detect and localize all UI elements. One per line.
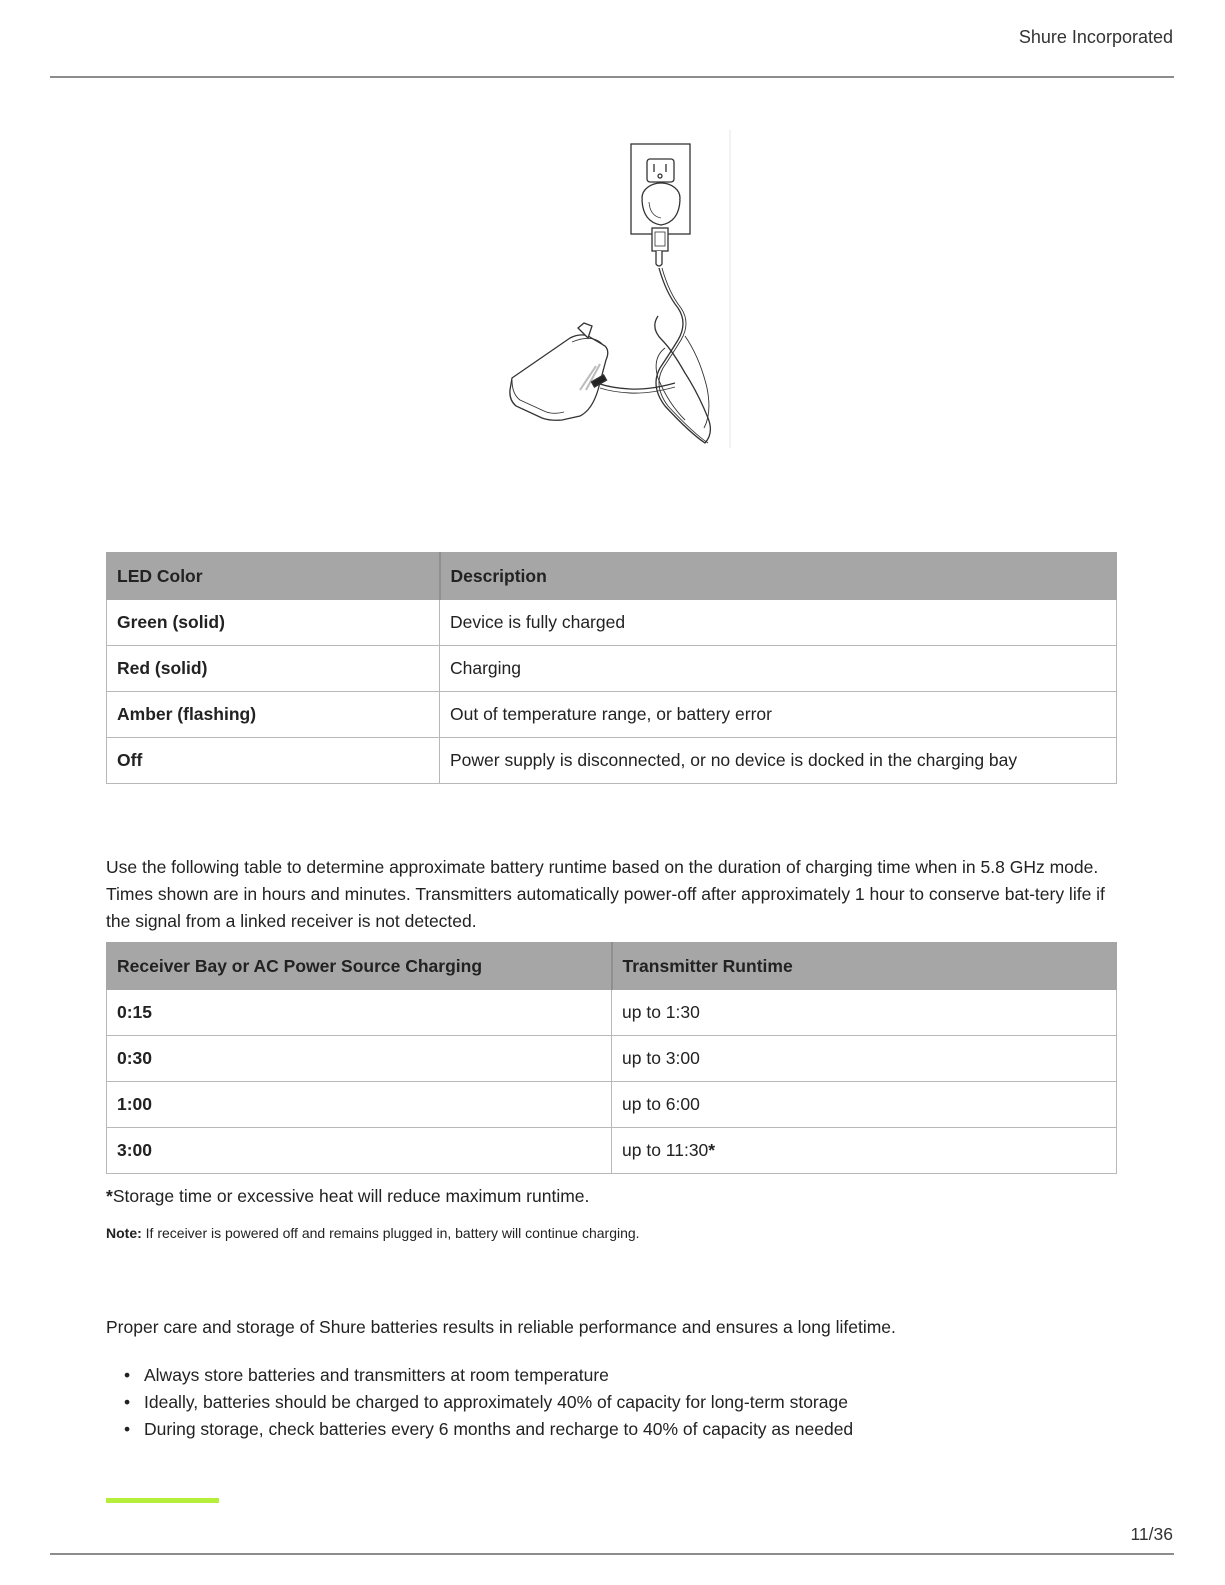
led-description-cell: Device is fully charged — [440, 600, 1117, 646]
led-status-table — [106, 552, 1117, 784]
runtime-value: up to 11:30 — [622, 1140, 709, 1160]
note-label: Note: — [106, 1225, 142, 1241]
charging-time-cell: 0:30 — [107, 1036, 612, 1082]
header-company-name: Shure Incorporated — [1018, 27, 1173, 47]
battery-care-intro: Proper care and storage of Shure batteries results in reliable performance and ensures a long lifetime. — [106, 1317, 896, 1337]
led-color-cell: Green (solid) — [107, 600, 440, 646]
runtime-value: up to 6:00 — [622, 1094, 700, 1114]
list-item — [106, 1389, 853, 1416]
bullet-icon: • — [124, 1419, 131, 1439]
led-color-cell: Red (solid) — [107, 646, 440, 692]
led-color-cell: Amber (flashing) — [107, 692, 440, 738]
footnote-text: Storage time or excessive heat will reduce maximum runtime. — [112, 1186, 590, 1206]
page-number: 11/36 — [1130, 1524, 1173, 1544]
runtime-intro-paragraph: Use the following table to determine approximate battery runtime based on the duration of charging time when in 5.8 GHz mode. Times shown are in hours and minutes. Transmitters automatically power-off after approximately 1 hour to conserve bat-tery life if the signal from a linked receiver is not detected. — [106, 857, 1105, 931]
column-header-transmitter-runtime: Transmitter Runtime — [612, 943, 1117, 990]
led-description-cell: Charging — [440, 646, 1117, 692]
note-text: If receiver is powered off and remains plugged in, battery will continue charging. — [141, 1225, 640, 1241]
table-row — [107, 1128, 1117, 1174]
footnote-marker: * — [708, 1140, 716, 1160]
led-description-cell: Power supply is disconnected, or no device is docked in the charging bay — [440, 738, 1117, 784]
runtime-value: up to 1:30 — [622, 1002, 700, 1022]
charging-time-cell: 3:00 — [107, 1128, 612, 1174]
runtime-cell — [612, 990, 1117, 1036]
bullet-icon: • — [124, 1365, 131, 1385]
charging-note — [106, 1224, 1118, 1242]
table-header-row — [107, 943, 1117, 990]
table-row — [107, 990, 1117, 1036]
table-row — [107, 600, 1117, 646]
list-item-text: Always store batteries and transmitters at room temperature — [144, 1365, 609, 1385]
runtime-value: up to 3:00 — [622, 1048, 700, 1068]
list-item — [106, 1416, 853, 1443]
table-row — [107, 738, 1117, 784]
charging-time-cell: 1:00 — [107, 1082, 612, 1128]
charger-plugged-into-wall-outlet-illustration — [500, 128, 745, 453]
charging-time-cell: 0:15 — [107, 990, 612, 1036]
runtime-cell — [612, 1082, 1117, 1128]
column-header-description: Description — [440, 553, 1117, 600]
table-row — [107, 646, 1117, 692]
runtime-cell — [612, 1036, 1117, 1082]
led-color-cell: Off — [107, 738, 440, 784]
table-header-row — [107, 553, 1117, 600]
runtime-footnote — [106, 1183, 1118, 1210]
battery-care-list — [106, 1362, 853, 1443]
list-item-text: During storage, check batteries every 6 months and recharge to 40% of capacity as needed — [144, 1419, 854, 1439]
list-item-text: Ideally, batteries should be charged to approximately 40% of capacity for long-term storage — [144, 1392, 848, 1412]
battery-runtime-table — [106, 942, 1117, 1174]
column-header-charging-time: Receiver Bay or AC Power Source Charging — [107, 943, 612, 990]
header-divider — [50, 76, 1174, 78]
led-description-cell: Out of temperature range, or battery error — [440, 692, 1117, 738]
footnote-marker: * — [106, 1186, 113, 1206]
table-row — [107, 1036, 1117, 1082]
bullet-icon: • — [124, 1392, 131, 1412]
accent-bar — [106, 1498, 219, 1503]
runtime-cell — [612, 1128, 1117, 1174]
column-header-led-color: LED Color — [107, 553, 440, 600]
table-row — [107, 692, 1117, 738]
list-item — [106, 1362, 853, 1389]
table-row — [107, 1082, 1117, 1128]
footer-divider — [50, 1553, 1174, 1555]
